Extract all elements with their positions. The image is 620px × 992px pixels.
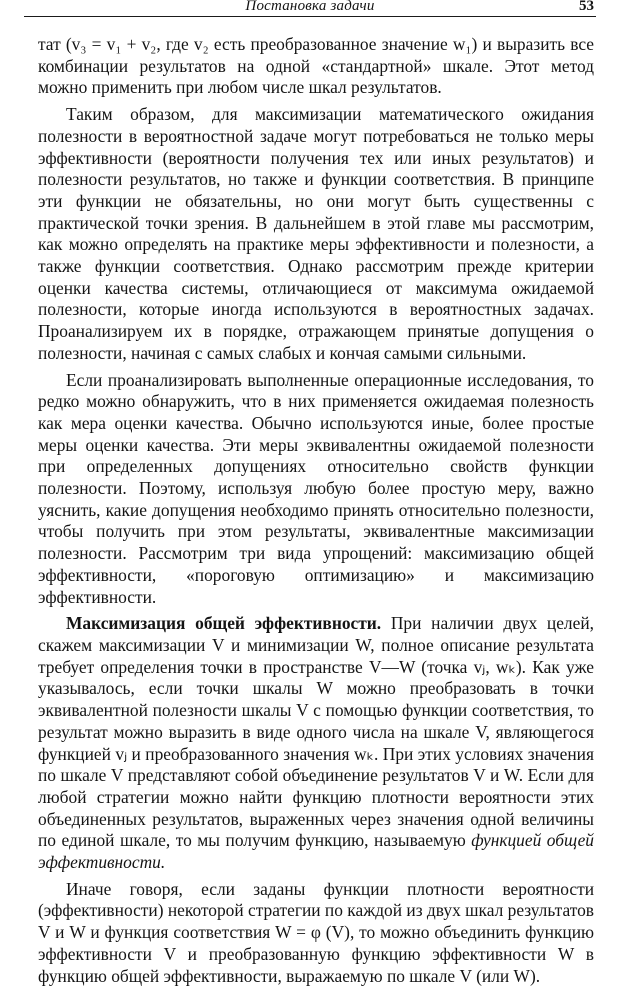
paragraph-text: При наличии двух целей, скажем максимизации V и минимизации W, полное описание результата требует определения точки в пространстве V—W (точка vⱼ, wₖ). Как уже указывалось, если точки шкалы W можно преобразовать в точки эквивалентной полезности шкалы V с помощью функции соответствия, то результат можно выразить в виде одного числа на шкале V, являющегося функцией vⱼ и преобразованного значения wₖ. При этих условиях значения по шкале V представляют собой объединение результатов V и W. Если для любой стратегии можно найти функцию плотности вероятности этих объединенных результатов, выраженных через значения одной величины по единой шкале, то мы получим функцию, называемую [38, 613, 594, 851]
paragraph-text: Если проанализировать выполненные операционные исследования, то редко можно обнаружить, что в них применяется ожидаемая полезность как мера оценки качества. Обычно используются иные, более простые меры оценки качества. Эти меры эквивалентны ожидаемой полезности при определенных допущениях относительно свойств функции полезности. Поэтому, используя любую более простую меру, важно уяснить, какие допущения необходимо принять относительно полезности, чтобы получить при этом результаты, эквивалентные максимизации полезности. Рассмотрим три вида упрощений: максимизацию общей эффективности, «пороговую оптимизацию» и максимизацию эффективности. [38, 369, 594, 607]
paragraph-text: Иначе говоря, если заданы функции плотности вероятности (эффективности) некоторой стратегии по каждой из двух шкал результатов V и W и функция соответствия W = φ (V), то можно объединить функцию эффективности V и преобразованную функцию эффективности W в функцию общей эффективности, выражаемую по шкале V (или W). [38, 878, 594, 986]
paragraph [38, 370, 594, 609]
paragraph [38, 613, 594, 873]
paragraph [38, 104, 594, 364]
paragraph [38, 34, 594, 99]
emphasized-term: функцией общей эффективности. [38, 830, 594, 873]
paragraph-text: тат (v₃ = v₁ + v₂, где v₂ есть преобразованное значение w₁) и выразить все комбинации результатов на одной «стандартной» шкале. Этот метод можно применить при любом числе шкал результатов. [38, 34, 594, 98]
paragraph [38, 879, 594, 988]
body-text [38, 34, 594, 992]
page-number: 53 [579, 0, 594, 14]
paragraph-text: Таким образом, для максимизации математического ожидания полезности в вероятностной задаче могут потребоваться не только меры эффективности (вероятности получения тех или иных результатов) и полезности результатов, но также и функции соответствия. В принципе эти функции не обязательны, но они могут быть существенны с практической точки зрения. В дальнейшем в этой главе мы рассмотрим, как можно определять на практике меры эффективности и полезности, а также функции соответствия. Однако рассмотрим прежде критерии оценки качества системы, отличающиеся от максимума ожидаемой полезности, которые иногда используются в вероятностных задачах. Проанализируем их в порядке, отражающем принятые допущения о полезности, начиная с самых слабых и кончая самыми сильными. [38, 104, 594, 363]
running-title: Постановка задачи [245, 0, 375, 14]
section-run-in-heading: Максимизация общей эффективности. [66, 613, 382, 634]
header-rule [24, 16, 596, 17]
